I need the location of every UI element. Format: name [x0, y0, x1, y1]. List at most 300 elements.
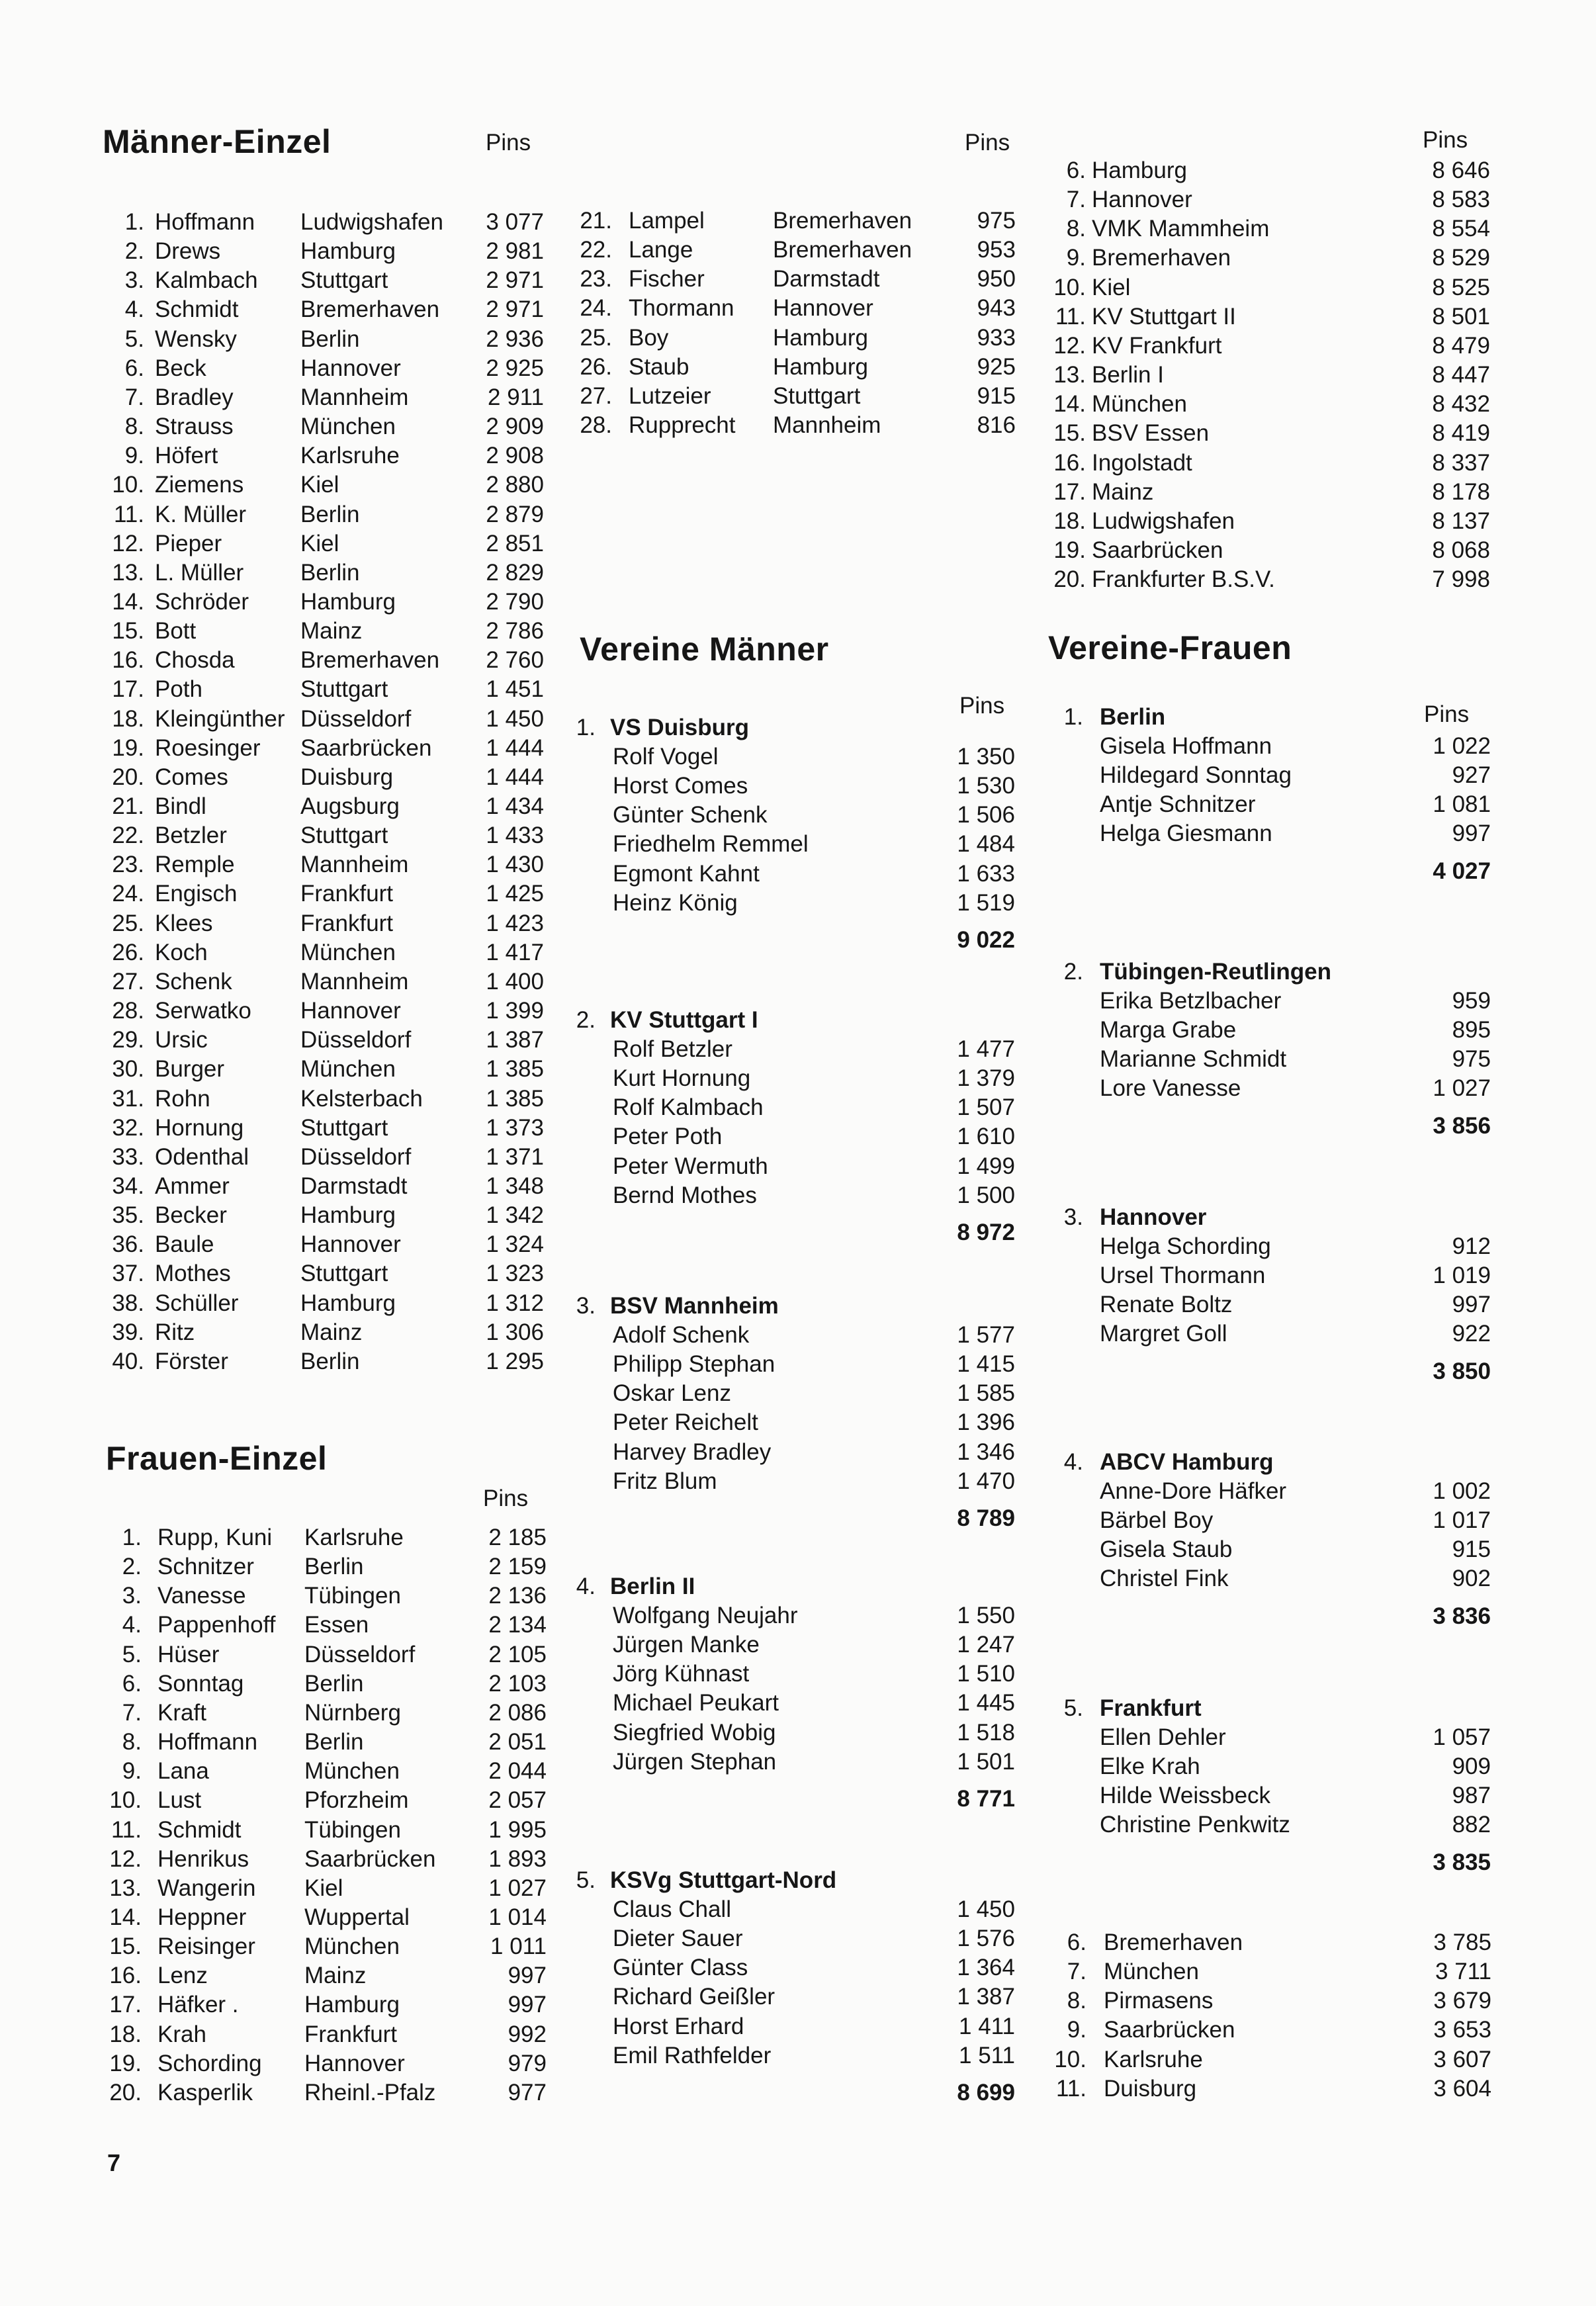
rank: 6.	[124, 355, 144, 381]
pins-value: 2 105	[488, 1642, 547, 1667]
player-name: Wensky	[155, 326, 237, 352]
player-name: L. Müller	[155, 560, 244, 586]
pins-value: 1 002	[1433, 1478, 1491, 1504]
team-name: VMK Mammheim	[1092, 216, 1270, 242]
pins-value: 8 337	[1432, 450, 1490, 476]
rank: 28.	[112, 998, 144, 1024]
club-name: Stuttgart	[300, 822, 388, 848]
club-name: Wuppertal	[304, 1904, 410, 1930]
rank: 4.	[1063, 1449, 1083, 1475]
team-member-row	[0, 819, 1596, 848]
club-name: Düsseldorf	[304, 1642, 416, 1667]
club-name: Hannover	[304, 2051, 405, 2076]
club-name: Kelsterbach	[300, 1086, 423, 1112]
pins-value: 979	[508, 2051, 547, 2076]
member-name: Lore Vanesse	[1100, 1075, 1241, 1101]
team-name: München	[1104, 1959, 1199, 1984]
club-name: Kiel	[300, 531, 339, 556]
list-item	[0, 185, 1596, 214]
rank: 13.	[109, 1875, 142, 1901]
player-name: Baule	[155, 1231, 214, 1257]
rank: 24.	[112, 881, 144, 907]
rank: 2.	[124, 238, 144, 264]
pins-value: 2 185	[488, 1525, 547, 1550]
rank: 33.	[112, 1144, 144, 1170]
pins-value: 953	[977, 237, 1016, 263]
pins-value: 909	[1452, 1753, 1491, 1779]
rank: 17.	[1053, 479, 1086, 505]
member-name: Günter Schenk	[613, 802, 768, 828]
pins-value: 997	[1452, 1292, 1491, 1317]
team-total: 4 027	[1433, 858, 1491, 884]
member-name: Marianne Schmidt	[1100, 1046, 1287, 1072]
pins-value: 1 417	[486, 940, 544, 965]
list-item	[0, 390, 1596, 419]
pins-value: 2 044	[488, 1758, 547, 1784]
pins-value: 975	[1452, 1046, 1491, 1072]
team-member-row	[0, 1895, 1596, 1924]
pins-value: 1 510	[957, 1661, 1015, 1687]
member-name: Harvey Bradley	[613, 1439, 772, 1465]
team-name: VS Duisburg	[610, 715, 750, 740]
club-name: Darmstadt	[773, 266, 880, 292]
pins-value: 2 136	[488, 1583, 547, 1609]
club-name: München	[304, 1933, 400, 1959]
player-name: Hüser	[157, 1642, 220, 1667]
player-name: Höfert	[155, 443, 218, 468]
pins-value: 959	[1452, 988, 1491, 1014]
player-name: Rupprecht	[629, 412, 736, 438]
player-name: Hoffmann	[157, 1729, 258, 1755]
player-name: Comes	[155, 764, 228, 790]
rank: 26.	[112, 940, 144, 965]
list-item	[0, 302, 1596, 332]
pins-value: 987	[1452, 1783, 1491, 1808]
team-name: KV Frankfurt	[1092, 333, 1222, 359]
rank: 9.	[122, 1758, 142, 1784]
player-name: Ziemens	[155, 472, 244, 498]
rank: 36.	[112, 1231, 144, 1257]
pins-header: Pins	[959, 693, 1005, 719]
team-total-row	[0, 926, 1596, 955]
pins-value: 1 499	[957, 1153, 1015, 1179]
member-name: Fritz Blum	[613, 1468, 717, 1494]
club-name: Essen	[304, 1612, 369, 1638]
pins-value: 1 346	[957, 1439, 1015, 1465]
rank: 13.	[1053, 362, 1086, 388]
club-name: Bremerhaven	[773, 208, 912, 234]
pins-value: 943	[977, 295, 1016, 321]
rank: 2.	[576, 1007, 596, 1033]
player-name: Serwatko	[155, 998, 251, 1024]
player-name: Schüller	[155, 1290, 239, 1316]
player-name: Bindl	[155, 793, 206, 819]
pins-value: 1 518	[957, 1720, 1015, 1746]
club-name: Hannover	[300, 355, 401, 381]
pins-value: 1 995	[488, 1817, 547, 1843]
club-name: Hamburg	[300, 238, 396, 264]
rank: 1.	[122, 1525, 142, 1550]
club-name: Tübingen	[304, 1817, 401, 1843]
player-name: Klees	[155, 910, 213, 936]
team-name: Duisburg	[1104, 2076, 1197, 2102]
club-name: Hamburg	[300, 1202, 396, 1228]
player-name: Bradley	[155, 384, 234, 410]
rank: 26.	[580, 354, 612, 380]
player-name: Chosda	[155, 647, 235, 673]
club-name: Stuttgart	[773, 383, 861, 409]
rank: 11.	[111, 1817, 142, 1843]
pins-value: 8 178	[1432, 479, 1490, 505]
pins-value: 2 086	[488, 1700, 547, 1726]
member-name: Michael Peukart	[613, 1690, 779, 1716]
club-name: Frankfurt	[304, 2021, 398, 2047]
club-name: Pforzheim	[304, 1787, 409, 1813]
club-name: Hamburg	[300, 1290, 396, 1316]
pins-value: 1 585	[957, 1380, 1015, 1406]
pins-value: 1 484	[957, 831, 1015, 857]
rank: 28.	[580, 412, 612, 438]
rank: 24.	[580, 295, 612, 321]
pins-value: 1 022	[1433, 733, 1491, 759]
club-name: Hamburg	[773, 325, 868, 351]
team-total: 8 789	[957, 1505, 1015, 1531]
pins-value: 895	[1452, 1017, 1491, 1043]
rank: 23.	[580, 266, 612, 292]
player-name: Krah	[157, 2021, 206, 2047]
rank: 2.	[122, 1554, 142, 1579]
club-name: Düsseldorf	[300, 1144, 412, 1170]
pins-value: 2 760	[486, 647, 544, 673]
pins-value: 1 501	[957, 1749, 1015, 1775]
pins-value: 1 379	[957, 1065, 1015, 1091]
pins-value: 8 583	[1432, 187, 1490, 212]
club-name: Bremerhaven	[773, 237, 912, 263]
rank: 22.	[112, 822, 144, 848]
member-name: Oskar Lenz	[613, 1380, 731, 1406]
pins-value: 1 444	[486, 735, 544, 761]
player-name: Ursic	[155, 1027, 208, 1053]
pins-value: 925	[977, 354, 1016, 380]
team-total: 9 022	[957, 927, 1015, 953]
pins-value: 1 411	[959, 2014, 1015, 2039]
club-name: Berlin	[300, 1349, 360, 1374]
pins-value: 3 077	[486, 209, 544, 235]
rank: 10.	[1054, 2047, 1086, 2072]
team-total-row	[0, 857, 1596, 886]
pins-value: 8 479	[1432, 333, 1490, 359]
club-name: Berlin	[300, 502, 360, 527]
rank: 9.	[124, 443, 144, 468]
rank: 10.	[1053, 275, 1086, 300]
rank: 12.	[1053, 333, 1086, 359]
club-name: Berlin	[300, 560, 360, 586]
rank: 21.	[580, 208, 612, 234]
pins-value: 1 576	[957, 1926, 1015, 1951]
club-name: Mainz	[300, 618, 363, 644]
member-name: Peter Poth	[613, 1124, 723, 1149]
pins-value: 915	[977, 383, 1016, 409]
pins-value: 915	[1452, 1536, 1491, 1562]
member-name: Dieter Sauer	[613, 1926, 743, 1951]
player-name: Ritz	[155, 1319, 195, 1345]
member-name: Peter Wermuth	[613, 1153, 768, 1179]
pins-value: 997	[508, 1963, 547, 1988]
player-name: Fischer	[629, 266, 705, 292]
pins-value: 8 137	[1432, 508, 1490, 534]
pins-value: 3 785	[1433, 1929, 1491, 1955]
rank: 16.	[1053, 450, 1086, 476]
rank: 19.	[112, 735, 144, 761]
section-title-vereine-maenner: Vereine Männer	[580, 631, 829, 668]
pins-header: Pins	[483, 1486, 529, 1511]
rank: 18.	[109, 2021, 142, 2047]
player-name: Engisch	[155, 881, 238, 907]
member-name: Claus Chall	[613, 1896, 731, 1922]
team-member-row	[0, 1290, 1596, 1319]
pins-value: 2 971	[486, 296, 544, 322]
member-name: Erika Betzlbacher	[1100, 988, 1282, 1014]
team-member-row	[0, 1074, 1596, 1103]
player-name: Heppner	[157, 1904, 247, 1930]
rank: 35.	[112, 1202, 144, 1228]
list-item	[0, 214, 1596, 244]
list-item	[0, 449, 1596, 478]
team-member-row	[0, 1752, 1596, 1781]
rank: 16.	[109, 1963, 142, 1988]
club-name: Mannheim	[300, 969, 409, 995]
list-item	[0, 478, 1596, 507]
member-name: Adolf Schenk	[613, 1322, 750, 1348]
rank: 27.	[580, 383, 612, 409]
club-name: München	[300, 414, 396, 439]
pins-value: 1 450	[957, 1896, 1015, 1922]
player-name: Schenk	[155, 969, 232, 995]
team-name: KSVg Stuttgart-Nord	[610, 1867, 837, 1893]
pins-value: 1 577	[957, 1322, 1015, 1348]
list-item	[0, 1986, 1596, 2016]
list-item	[0, 1957, 1596, 1986]
club-name: Darmstadt	[300, 1173, 408, 1199]
list-item	[0, 2074, 1596, 2104]
player-name: Reisinger	[157, 1933, 255, 1959]
team-name: Hannover	[1092, 187, 1192, 212]
member-name: Bernd Mothes	[613, 1182, 757, 1208]
member-name: Wolfgang Neujahr	[613, 1603, 798, 1628]
pins-value: 2 936	[486, 326, 544, 352]
player-name: Lutzeier	[629, 383, 711, 409]
club-name: Hannover	[300, 998, 401, 1024]
player-name: Remple	[155, 852, 235, 877]
pins-value: 2 851	[486, 531, 544, 556]
team-total-row	[0, 1602, 1596, 1631]
player-name: Burger	[155, 1056, 225, 1082]
member-name: Antje Schnitzer	[1100, 791, 1256, 817]
pins-header: Pins	[1423, 127, 1468, 153]
player-name: Schmidt	[157, 1817, 242, 1843]
player-name: Bott	[155, 618, 197, 644]
list-item	[0, 361, 1596, 390]
team-name: Frankfurter B.S.V.	[1092, 566, 1275, 592]
pins-value: 1 371	[486, 1144, 544, 1170]
club-name: Berlin	[300, 326, 360, 352]
rank: 15.	[112, 618, 144, 644]
rank: 12.	[112, 531, 144, 556]
team-member-row	[0, 1152, 1596, 1181]
list-item	[0, 536, 1596, 565]
member-name: Gisela Staub	[1100, 1536, 1233, 1562]
player-name: Lange	[629, 237, 693, 263]
player-name: Strauss	[155, 414, 234, 439]
rank: 6.	[1066, 157, 1086, 183]
team-member-row	[0, 1045, 1596, 1074]
list-item	[0, 156, 1596, 185]
team-name: BSV Mannheim	[610, 1293, 779, 1319]
rank: 5.	[122, 1642, 142, 1667]
rank: 8.	[124, 414, 144, 439]
rank: 13.	[112, 560, 144, 586]
member-name: Ellen Dehler	[1100, 1724, 1226, 1750]
pins-value: 1 477	[957, 1036, 1015, 1062]
rank: 11.	[113, 502, 144, 527]
rank: 9.	[1067, 2017, 1086, 2043]
pins-value: 8 525	[1432, 275, 1490, 300]
member-name: Rolf Kalmbach	[613, 1094, 764, 1120]
pins-value: 1 470	[957, 1468, 1015, 1494]
player-name: Thormann	[629, 295, 734, 321]
pins-value: 1 019	[1433, 1263, 1491, 1288]
member-name: Margret Goll	[1100, 1321, 1227, 1347]
team-member-row	[0, 1319, 1596, 1349]
team-name: Tübingen-Reutlingen	[1100, 959, 1331, 985]
rank: 3.	[576, 1293, 596, 1319]
team-name: Hannover	[1100, 1204, 1207, 1230]
club-name: Ludwigshafen	[300, 209, 443, 235]
team-name: Berlin	[1100, 704, 1166, 730]
player-name: Sonntag	[157, 1671, 244, 1697]
club-name: Stuttgart	[300, 676, 388, 702]
team-total: 8 771	[957, 1786, 1015, 1812]
club-name: Hamburg	[304, 1992, 400, 2018]
pins-value: 1 445	[957, 1690, 1015, 1716]
team-total-row	[0, 1112, 1596, 1141]
rank: 40.	[112, 1349, 144, 1374]
team-name: ABCV Hamburg	[1100, 1449, 1274, 1475]
pins-value: 3 607	[1433, 2047, 1491, 2072]
member-name: Heinz König	[613, 890, 738, 916]
team-member-row	[0, 1232, 1596, 1261]
member-name: Siegfried Wobig	[613, 1720, 776, 1746]
team-name: Berlin I	[1092, 362, 1164, 388]
player-name: Hoffmann	[155, 209, 255, 235]
team-name: Ludwigshafen	[1092, 508, 1235, 534]
team-name: Kiel	[1092, 275, 1131, 300]
member-name: Rolf Betzler	[613, 1036, 732, 1062]
pins-value: 3 679	[1433, 1988, 1491, 2014]
pins-value: 882	[1452, 1812, 1491, 1838]
team-name: Bremerhaven	[1104, 1929, 1243, 1955]
member-name: Jürgen Stephan	[613, 1749, 777, 1775]
team-member-row	[0, 790, 1596, 819]
team-member-row	[0, 987, 1596, 1016]
rank: 3.	[122, 1583, 142, 1609]
player-name: Boy	[629, 325, 669, 351]
club-name: Kiel	[304, 1875, 343, 1901]
pins-value: 1 444	[486, 764, 544, 790]
member-name: Günter Class	[613, 1955, 748, 1980]
pins-value: 2 909	[486, 414, 544, 439]
club-name: Mainz	[304, 1963, 367, 1988]
team-member-row	[0, 1261, 1596, 1290]
team-name: KV Stuttgart I	[610, 1007, 758, 1033]
team-total: 3 856	[1433, 1113, 1491, 1139]
pins-value: 1 027	[1433, 1075, 1491, 1101]
rank: 3.	[124, 267, 144, 293]
list-item	[0, 565, 1596, 594]
rank: 9.	[1066, 245, 1086, 271]
pins-value: 2 879	[486, 502, 544, 527]
player-name: Rohn	[155, 1086, 210, 1112]
pins-value: 2 981	[486, 238, 544, 264]
club-name: Frankfurt	[300, 881, 394, 907]
team-name: Karlsruhe	[1104, 2047, 1203, 2072]
pins-value: 1 385	[486, 1086, 544, 1112]
team-member-row	[0, 1781, 1596, 1810]
rank: 7.	[122, 1700, 142, 1726]
member-name: Horst Comes	[613, 773, 748, 799]
pins-value: 1 893	[488, 1846, 547, 1872]
team-member-row	[0, 1723, 1596, 1752]
player-name: Kraft	[157, 1700, 206, 1726]
list-item	[0, 1928, 1596, 1957]
pins-value: 1 633	[957, 861, 1015, 887]
club-name: Mannheim	[300, 384, 409, 410]
team-header	[0, 957, 1596, 987]
rank: 14.	[109, 1904, 142, 1930]
rank: 5.	[124, 326, 144, 352]
pins-value: 3 653	[1433, 2017, 1491, 2043]
member-name: Christine Penkwitz	[1100, 1812, 1290, 1838]
player-name: Förster	[155, 1349, 228, 1374]
pins-header: Pins	[486, 130, 531, 155]
player-name: Pappenhoff	[157, 1612, 276, 1638]
club-name: Karlsruhe	[304, 1525, 404, 1550]
rank: 11.	[1055, 2076, 1086, 2102]
pins-value: 997	[1452, 820, 1491, 846]
player-name: Lust	[157, 1787, 202, 1813]
player-name: Koch	[155, 940, 208, 965]
member-name: Christel Fink	[1100, 1566, 1229, 1591]
member-name: Peter Reichelt	[613, 1409, 758, 1435]
player-name: Kleingünther	[155, 706, 285, 732]
rank: 7.	[1066, 187, 1086, 212]
player-name: Betzler	[155, 822, 227, 848]
member-name: Hildegard Sonntag	[1100, 762, 1292, 788]
pins-value: 1 430	[486, 852, 544, 877]
pins-value: 1 387	[486, 1027, 544, 1053]
rank: 14.	[112, 589, 144, 615]
pins-value: 927	[1452, 762, 1491, 788]
rank: 4.	[122, 1612, 142, 1638]
pins-value: 1 500	[957, 1182, 1015, 1208]
club-name: Bremerhaven	[300, 296, 440, 322]
member-name: Marga Grabe	[1100, 1017, 1237, 1043]
club-name: Düsseldorf	[300, 1027, 412, 1053]
player-name: Roesinger	[155, 735, 261, 761]
rank: 17.	[109, 1992, 142, 2018]
club-name: München	[304, 1758, 400, 1784]
pins-value: 2 051	[488, 1729, 547, 1755]
